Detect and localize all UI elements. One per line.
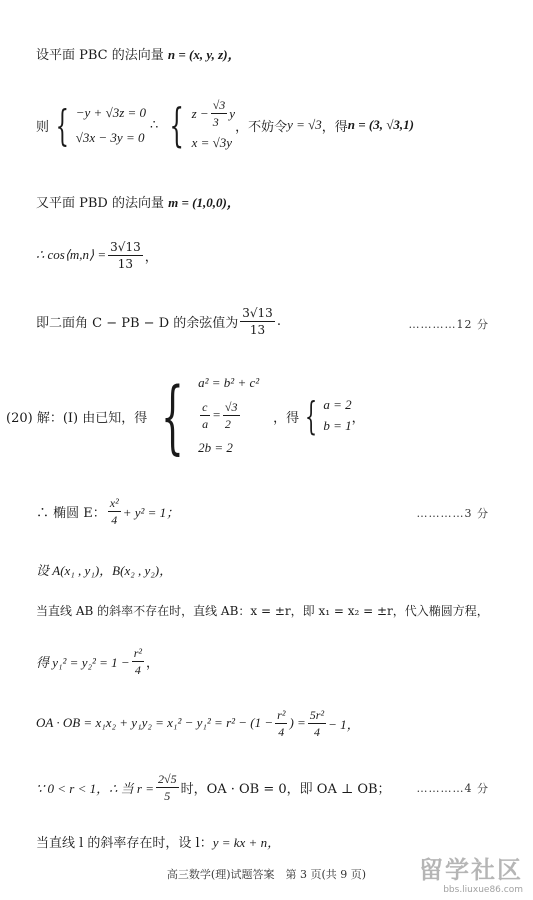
line-problem-20: (20) 解：(Ⅰ) 由已知，得 { a² = b² + c² $\frac{c}{a}$ = $\frac{√3}{2}$ 2b = 2 ，得 { a = 2 b = 1 ， bbox=[6, 369, 365, 463]
line-radius-condition: ∵ 0 < r < 1，∴ 当 r = $\frac{2√5}{5}$ 时，OA · OB = 0，即 OA ⊥ OB； bbox=[36, 771, 391, 803]
line-slope-exists: 当直线 l 的斜率存在时，设 l：y = kx + n， bbox=[36, 835, 281, 851]
line-normal-vector-pbc: 设平面 PBC 的法向量 n = (x, y, z)， bbox=[36, 47, 241, 63]
line-ellipse-equation: ∴ 椭圆 E： $\frac{\text{x²}}{4}$ + y² = 1； bbox=[36, 495, 180, 527]
watermark-logo: 留学社区 bbs.liuxue86.com bbox=[419, 856, 523, 895]
line-cosine: ∴ cos⟨m,n⟩ = $\frac{3√13}{13}$ ， bbox=[36, 239, 158, 271]
line-dot-product: OA · OB = x₁x₂ + y₁y₂ = x₁² − y₁² = r² − (1 − $\frac{\text{r²}}{4}$ ) = $\frac{\text{5r²}}{4}$ − 1， bbox=[36, 707, 360, 739]
ellipse-system: { a² = b² + c² $\frac{c}{a}$ = $\frac{√3}{2}$ 2b = 2 bbox=[161, 369, 260, 463]
line-points-ab: 设 A(x₁ , y₁)，B(x₂ , y₂)， bbox=[36, 563, 173, 578]
score-4: …………4 分 bbox=[416, 782, 489, 795]
line-equation-system-1: 则 { −y + √3z = 0 √3x − 3y = 0 ∴ { z − $\frac{√3}{3}$ y x = √3y ，不妨令 y = √3 ，得 n = (3, √3,1) bbox=[36, 98, 414, 152]
line-normal-vector-pbd: 又平面 PBD 的法向量 m = (1,0,0)， bbox=[36, 195, 240, 211]
line-y-squared: 得 y₁² = y₂² = 1 − $\frac{\text{r²}}{4}$ ， bbox=[36, 645, 159, 677]
page-footer: 高三数学(理)试题答案 第 3 页(共 9 页) bbox=[166, 868, 367, 881]
score-3: …………3 分 bbox=[416, 507, 489, 520]
result-system: { a = 2 b = 1 bbox=[305, 394, 352, 438]
score-12: …………12 分 bbox=[408, 318, 489, 331]
line-dihedral-angle: 即二面角 C − PB − D 的余弦值为 $\frac{3√13}{13}$ . bbox=[36, 305, 281, 337]
line-slope-undefined: 当直线 AB 的斜率不存在时，直线 AB：x = ±r，即 x₁ = x₂ = ±r，代入椭圆方程， bbox=[36, 604, 489, 618]
equation-system-right: { z − $\frac{√3}{3}$ y x = √3y bbox=[169, 98, 236, 152]
equation-system-left: { −y + √3z = 0 √3x − 3y = 0 bbox=[55, 100, 147, 150]
